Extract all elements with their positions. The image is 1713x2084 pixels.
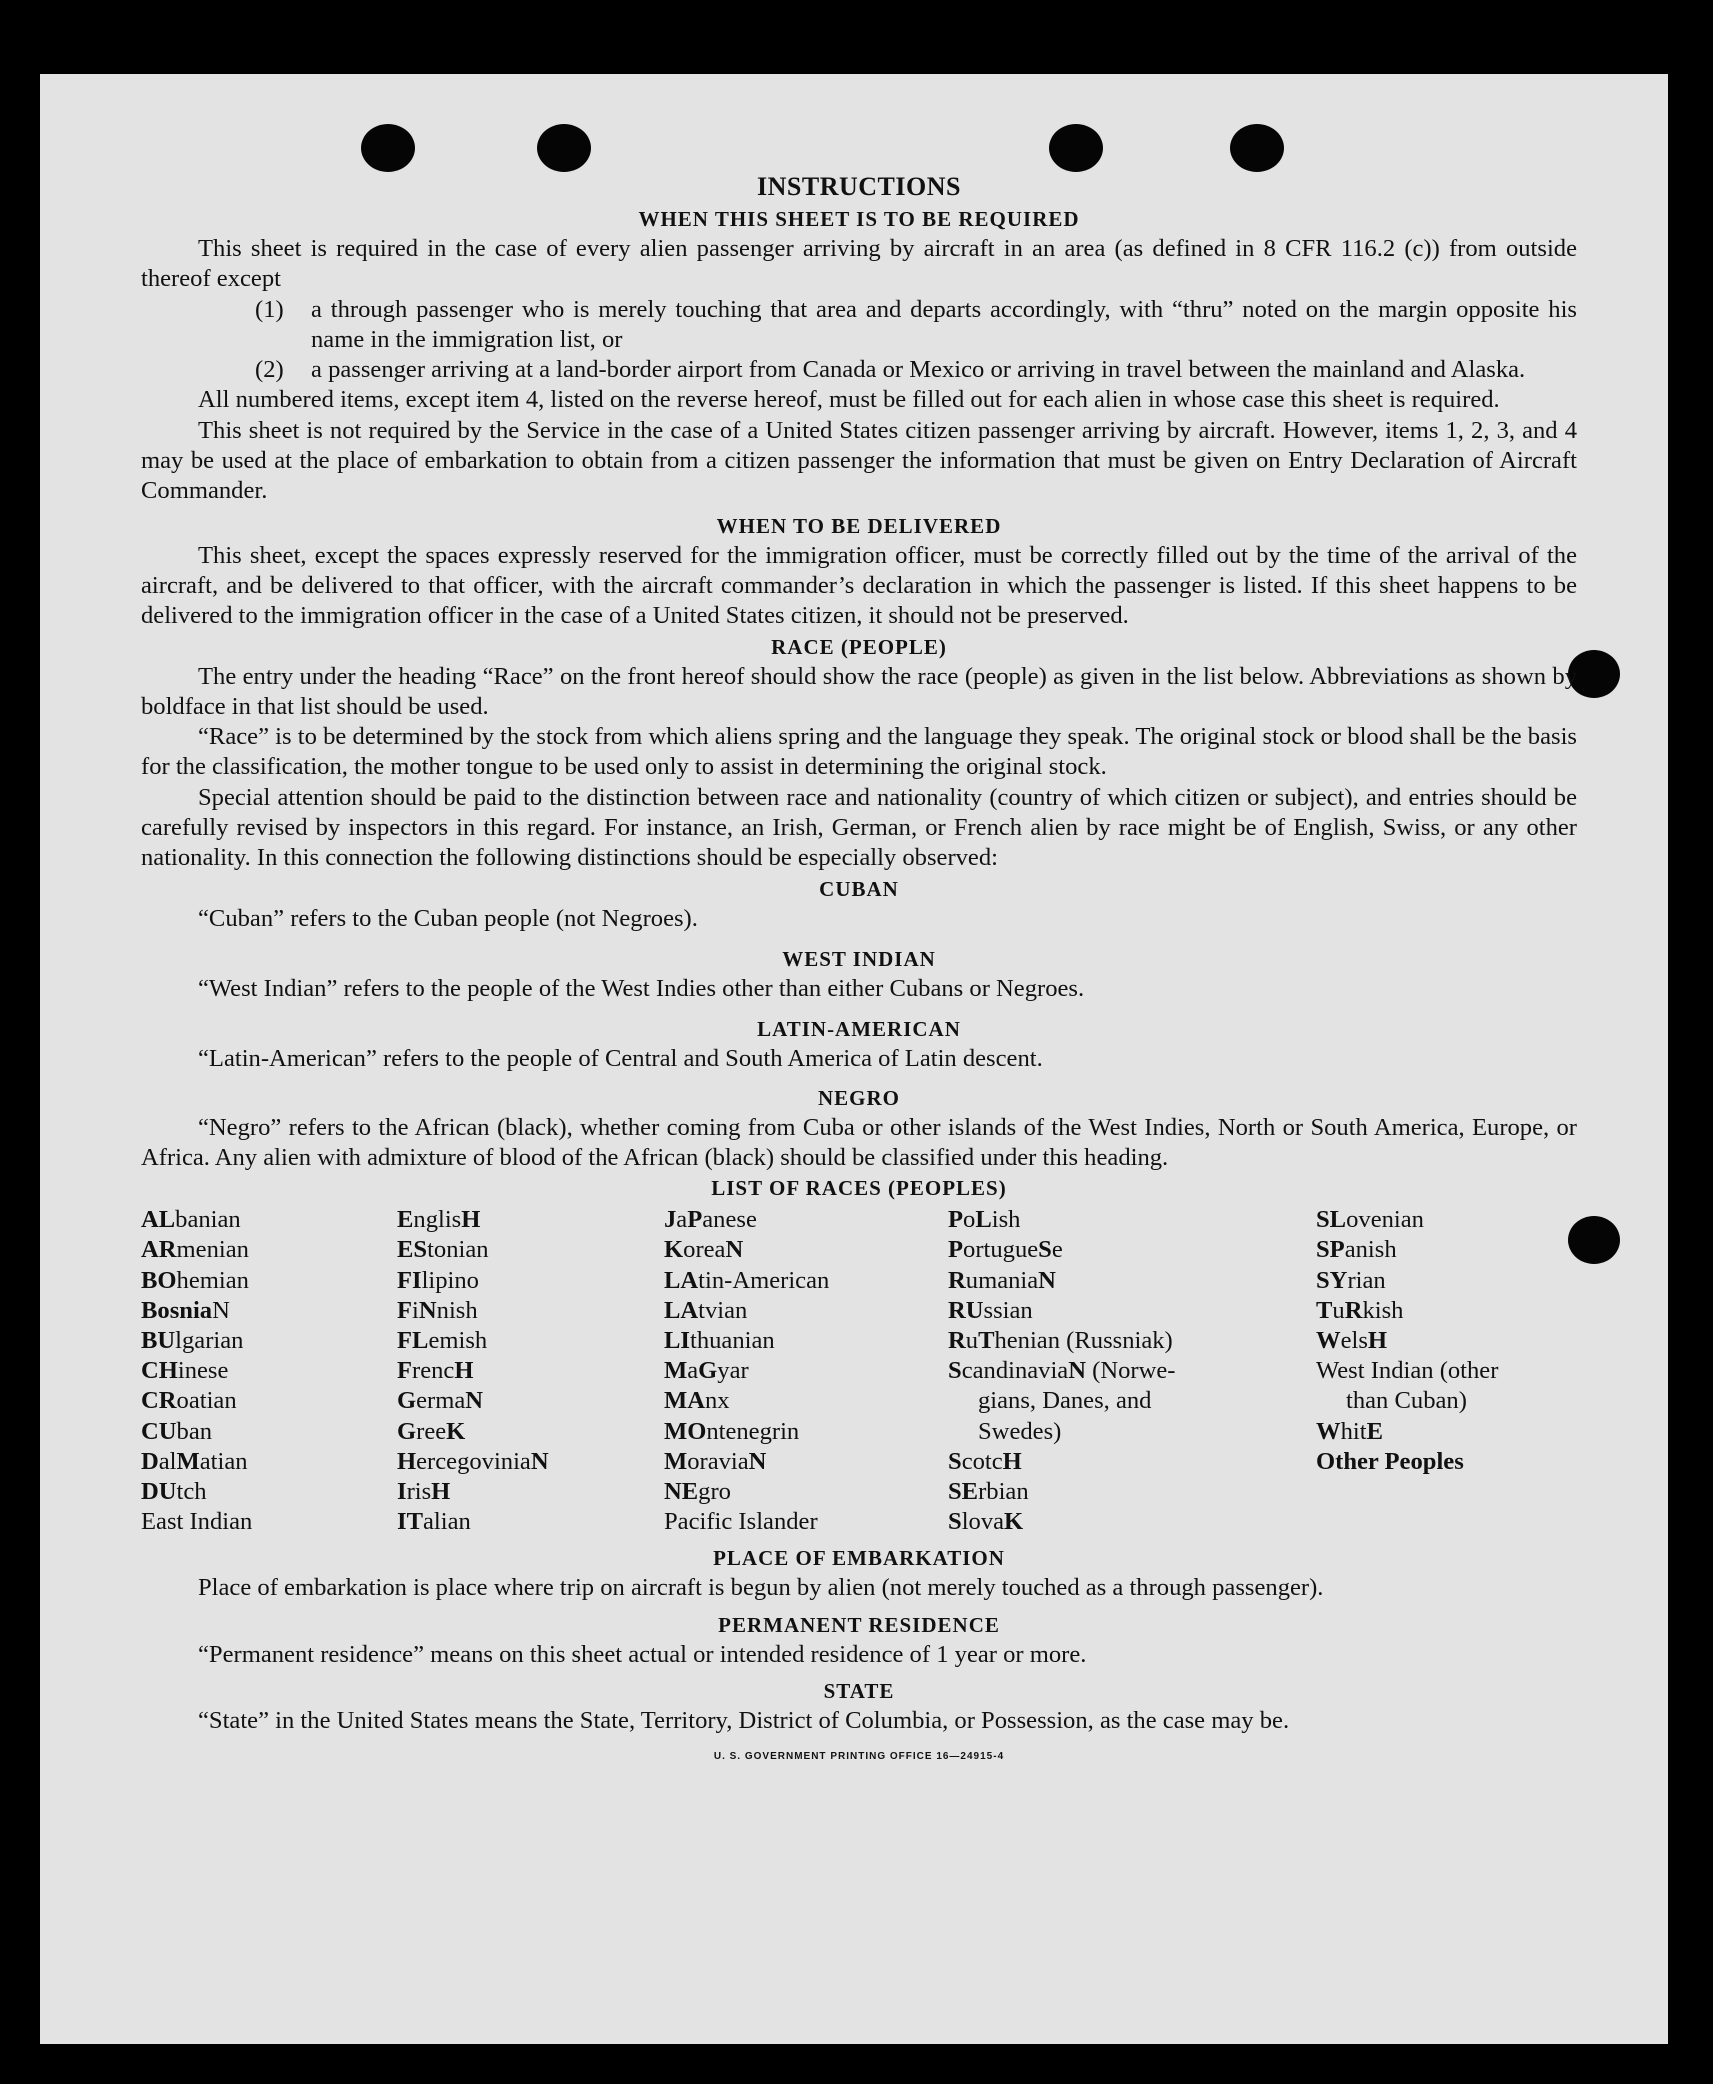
race-entry xyxy=(948,1507,1316,1537)
race-segment: emish xyxy=(428,1326,488,1354)
race-entry xyxy=(664,1266,948,1296)
punch-hole xyxy=(537,124,591,172)
page-title: INSTRUCTIONS xyxy=(757,172,961,201)
race-entry xyxy=(664,1417,948,1447)
race-segment: lova xyxy=(961,1508,1005,1536)
race-entry xyxy=(1316,1356,1576,1386)
race-entry xyxy=(397,1326,664,1356)
race-segment: orea xyxy=(683,1236,726,1264)
race-segment: N xyxy=(748,1447,767,1475)
race-segment: L xyxy=(975,1206,992,1234)
section-heading: PERMANENT RESIDENCE xyxy=(718,1612,1000,1637)
race-segment: tonian xyxy=(427,1236,489,1264)
race-segment: ssian xyxy=(983,1296,1033,1324)
race-segment: K xyxy=(664,1236,684,1264)
race-segment: E xyxy=(397,1206,414,1234)
race-segment: FL xyxy=(397,1326,429,1354)
race-segment: F xyxy=(397,1296,413,1324)
section-heading: WEST INDIAN xyxy=(782,946,936,971)
race-entry xyxy=(948,1417,1316,1447)
race-segment: a xyxy=(676,1206,688,1234)
race-segment: SL xyxy=(1316,1206,1347,1234)
race-segment: ban xyxy=(176,1417,213,1445)
race-segment: anish xyxy=(1344,1236,1397,1264)
race-segment: T xyxy=(978,1326,995,1354)
race-entry xyxy=(664,1235,948,1265)
race-segment: E xyxy=(1366,1417,1383,1445)
race-segment: G xyxy=(397,1387,417,1415)
race-segment: gro xyxy=(698,1477,731,1505)
item-number: (1) xyxy=(255,295,284,323)
races-column xyxy=(397,1205,664,1537)
race-segment: nglis xyxy=(413,1206,462,1234)
race-segment: N xyxy=(530,1447,549,1475)
race-segment: than Cuban) xyxy=(1346,1387,1467,1415)
race-segment: lipino xyxy=(421,1266,479,1294)
race-segment: ovenian xyxy=(1346,1206,1424,1234)
race-segment: H xyxy=(1367,1326,1388,1354)
punch-hole xyxy=(1230,124,1284,172)
race-segment: kish xyxy=(1362,1296,1404,1324)
section-heading: PLACE OF EMBARKATION xyxy=(713,1546,1005,1571)
race-segment: yar xyxy=(717,1357,749,1385)
race-entry xyxy=(1316,1296,1576,1326)
race-segment: menian xyxy=(176,1236,249,1264)
list-item xyxy=(255,295,1577,356)
section-heading: WHEN TO BE DELIVERED xyxy=(716,513,1002,538)
race-segment: erma xyxy=(416,1387,466,1415)
race-entry xyxy=(664,1326,948,1356)
race-entry xyxy=(664,1386,948,1416)
paragraph: This sheet is not required by the Service in the case of a United States citizen passenger arriving by aircraft. However, items 1, 2, 3, and 4 may be used at the place of embarkation to obtain from a citizen passenger the information that must be given on Entry Declaration of Aircraft Commander. xyxy=(141,416,1577,505)
race-entry xyxy=(141,1205,397,1235)
race-segment: tin-American xyxy=(698,1266,830,1294)
race-segment: D xyxy=(141,1447,159,1475)
race-entry xyxy=(948,1235,1316,1265)
race-segment: LA xyxy=(664,1296,699,1324)
race-segment: S xyxy=(1038,1236,1052,1264)
race-entry xyxy=(141,1266,397,1296)
race-entry xyxy=(141,1386,397,1416)
race-segment: FI xyxy=(397,1266,422,1294)
section-heading: LATIN-AMERICAN xyxy=(757,1017,961,1042)
race-entry xyxy=(397,1235,664,1265)
race-segment: gians, Danes, and xyxy=(978,1387,1152,1415)
race-segment: henian (Russniak) xyxy=(994,1326,1173,1354)
race-entry xyxy=(1316,1235,1576,1265)
race-segment: H xyxy=(1002,1447,1022,1475)
race-segment: H xyxy=(397,1447,417,1475)
race-segment: H xyxy=(461,1206,481,1234)
race-segment: nx xyxy=(704,1387,730,1415)
race-entry xyxy=(397,1356,664,1386)
race-segment: R xyxy=(1344,1296,1363,1324)
race-segment: N xyxy=(1038,1266,1056,1294)
race-entry xyxy=(141,1356,397,1386)
race-segment: ntenegrin xyxy=(706,1417,800,1445)
race-segment: RU xyxy=(948,1296,984,1324)
race-entry xyxy=(1316,1447,1576,1477)
race-segment: P xyxy=(948,1236,964,1264)
race-segment: ES xyxy=(397,1236,428,1264)
races-column xyxy=(141,1205,397,1537)
race-entry xyxy=(397,1507,664,1537)
race-segment: BU xyxy=(141,1326,176,1354)
paragraph: This sheet, except the spaces expressly reserved for the immigration officer, must be correctly filled out by the time of the arrival of the aircraft, and be delivered to that officer, with the aircraft commander’s declaration in which the passenger is listed. If this sheet happens to be delivered to the immigration officer in the case of a United States citizen, it should not be preserved. xyxy=(141,541,1577,630)
race-segment: M xyxy=(176,1447,200,1475)
section-heading: CUBAN xyxy=(819,876,899,901)
races-table xyxy=(141,1205,1577,1537)
race-segment: thuanian xyxy=(689,1326,775,1354)
item-number: (2) xyxy=(255,356,284,384)
race-entry xyxy=(397,1477,664,1507)
race-entry xyxy=(141,1507,397,1537)
race-segment: candinavia xyxy=(961,1357,1069,1385)
race-segment: F xyxy=(397,1357,413,1385)
race-entry xyxy=(664,1507,948,1537)
race-entry xyxy=(948,1266,1316,1296)
race-segment: R xyxy=(948,1266,966,1294)
list-item xyxy=(255,355,1577,385)
race-segment: ish xyxy=(991,1206,1021,1234)
race-segment: N xyxy=(212,1296,230,1324)
paragraph: “Negro” refers to the African (black), whether coming from Cuba or other islands of the West Indies, North or South America, Europe, or Africa. Any alien with admixture of blood of the African (black) should be classified under this heading. xyxy=(141,1113,1577,1171)
race-entry xyxy=(948,1326,1316,1356)
race-segment: AR xyxy=(141,1236,177,1264)
section-heading: RACE (PEOPLE) xyxy=(771,634,947,659)
race-entry xyxy=(948,1477,1316,1507)
race-entry xyxy=(664,1205,948,1235)
race-segment: DU xyxy=(141,1477,177,1505)
race-segment: N xyxy=(465,1387,484,1415)
race-entry xyxy=(397,1417,664,1447)
race-entry xyxy=(397,1266,664,1296)
paragraph: “West Indian” refers to the people of the West Indies other than either Cubans or Negroes. xyxy=(198,974,1085,1002)
paragraph: “Latin-American” refers to the people of Central and South America of Latin descent. xyxy=(198,1045,1043,1073)
race-entry xyxy=(664,1356,948,1386)
race-segment: rbian xyxy=(978,1477,1029,1505)
race-segment: SP xyxy=(1316,1236,1345,1264)
race-segment: banian xyxy=(175,1206,241,1234)
race-entry xyxy=(948,1205,1316,1235)
race-segment: tvian xyxy=(698,1296,748,1324)
punch-hole xyxy=(1049,124,1103,172)
race-entry xyxy=(141,1417,397,1447)
race-segment: a xyxy=(687,1357,699,1385)
race-segment: P xyxy=(948,1206,964,1234)
race-entry xyxy=(664,1447,948,1477)
race-segment: W xyxy=(1316,1326,1341,1354)
race-segment: Bosnia xyxy=(141,1296,213,1324)
race-segment: hemian xyxy=(176,1266,249,1294)
paragraph: All numbered items, except item 4, listed on the reverse hereof, must be filled out for each alien in whose case this sheet is required. xyxy=(198,386,1500,414)
race-segment: CR xyxy=(141,1387,177,1415)
race-entry xyxy=(948,1447,1316,1477)
race-segment: N xyxy=(725,1236,744,1264)
race-segment: ris xyxy=(406,1477,432,1505)
race-segment: rian xyxy=(1347,1266,1386,1294)
race-segment: o xyxy=(963,1206,976,1234)
race-entry xyxy=(1316,1266,1576,1296)
race-segment: ortugue xyxy=(963,1236,1039,1264)
race-segment: West Indian (other xyxy=(1316,1357,1499,1385)
section-heading: STATE xyxy=(823,1678,895,1703)
race-entry xyxy=(1316,1417,1576,1447)
race-segment: H xyxy=(431,1477,451,1505)
race-segment: oravia xyxy=(687,1447,749,1475)
race-entry xyxy=(948,1386,1316,1416)
paragraph: This sheet is required in the case of every alien passenger arriving by aircraft in an area (as defined in 8 CFR 116.2 (c)) from outside thereof except xyxy=(141,235,1577,293)
race-segment: CH xyxy=(141,1357,178,1385)
race-segment: M xyxy=(664,1447,688,1475)
race-segment: T xyxy=(1316,1296,1333,1324)
race-segment: els xyxy=(1340,1326,1368,1354)
race-segment: Pacific Islander xyxy=(664,1508,818,1536)
race-segment: G xyxy=(698,1357,718,1385)
race-entry xyxy=(141,1477,397,1507)
race-segment: R xyxy=(948,1326,966,1354)
race-entry xyxy=(141,1296,397,1326)
section-heading: WHEN THIS SHEET IS TO BE REQUIRED xyxy=(638,207,1080,231)
race-segment: J xyxy=(664,1206,677,1234)
race-segment: IT xyxy=(397,1508,423,1536)
race-segment: ercegovinia xyxy=(416,1447,531,1475)
race-segment: S xyxy=(948,1357,962,1385)
race-segment: MA xyxy=(664,1387,705,1415)
race-segment: AL xyxy=(141,1206,176,1234)
race-segment: NE xyxy=(664,1477,699,1505)
race-segment: umania xyxy=(965,1266,1039,1294)
race-segment: S xyxy=(948,1508,962,1536)
race-entry xyxy=(397,1296,664,1326)
instructions-content xyxy=(141,170,1577,1773)
section-heading: LIST OF RACES (PEOPLES) xyxy=(711,1176,1007,1201)
section-heading: NEGRO xyxy=(817,1085,900,1110)
race-segment: lgarian xyxy=(175,1326,244,1354)
race-segment: K xyxy=(446,1417,466,1445)
race-segment: u xyxy=(1332,1296,1345,1324)
race-segment: anese xyxy=(702,1206,757,1234)
race-segment: N xyxy=(418,1296,437,1324)
race-segment: ree xyxy=(416,1417,447,1445)
race-segment: tch xyxy=(176,1477,207,1505)
punch-hole xyxy=(361,124,415,172)
race-segment: e xyxy=(1051,1236,1063,1264)
race-segment: SY xyxy=(1316,1266,1348,1294)
race-entry xyxy=(141,1235,397,1265)
race-segment: i xyxy=(412,1296,419,1324)
paragraph: “Cuban” refers to the Cuban people (not Negroes). xyxy=(198,904,698,932)
race-segment: MO xyxy=(664,1417,707,1445)
printing-office-footer: U. S. GOVERNMENT PRINTING OFFICE 16—24915-4 xyxy=(713,1751,1005,1763)
race-entry xyxy=(664,1296,948,1326)
race-segment: M xyxy=(664,1357,688,1385)
race-segment: CU xyxy=(141,1417,177,1445)
race-segment: G xyxy=(397,1417,417,1445)
races-column xyxy=(664,1205,948,1537)
race-entry xyxy=(948,1356,1316,1386)
race-entry xyxy=(664,1477,948,1507)
race-segment: SE xyxy=(948,1477,979,1505)
race-segment: W xyxy=(1316,1417,1341,1445)
race-segment: inese xyxy=(177,1357,229,1385)
race-segment: East Indian xyxy=(141,1508,253,1536)
race-segment: oatian xyxy=(176,1387,237,1415)
race-segment: S xyxy=(948,1447,962,1475)
race-segment: u xyxy=(965,1326,979,1354)
item-text: a passenger arriving at a land-border airport from Canada or Mexico or arriving in travel between the mainland and Alaska. xyxy=(311,356,1526,384)
races-column xyxy=(948,1205,1316,1537)
race-entry xyxy=(1316,1205,1576,1235)
race-segment: nish xyxy=(436,1296,478,1324)
race-segment: H xyxy=(454,1357,474,1385)
race-segment: hit xyxy=(1340,1417,1367,1445)
race-entry xyxy=(397,1447,664,1477)
races-column xyxy=(1316,1205,1576,1537)
race-segment: LA xyxy=(664,1266,699,1294)
race-entry xyxy=(397,1386,664,1416)
paragraph: Place of embarkation is place where trip on aircraft is begun by alien (not merely touched as a through passenger). xyxy=(198,1574,1324,1602)
race-segment: atian xyxy=(199,1447,248,1475)
race-entry xyxy=(141,1326,397,1356)
race-entry xyxy=(141,1447,397,1477)
item-text: a through passenger who is merely touching that area and departs accordingly, with “thru” noted on the margin opposite his name in the immigration list, or xyxy=(311,295,1577,353)
race-segment: K xyxy=(1004,1508,1024,1536)
race-segment: Other Peoples xyxy=(1316,1447,1464,1475)
race-segment: P xyxy=(687,1206,703,1234)
race-segment: renc xyxy=(412,1357,455,1385)
race-segment: cotc xyxy=(961,1447,1003,1475)
race-segment: Swedes) xyxy=(978,1417,1062,1445)
race-segment: alian xyxy=(422,1508,471,1536)
paragraph: “Permanent residence” means on this sheet actual or intended residence of 1 year or more. xyxy=(198,1640,1087,1668)
race-entry xyxy=(1316,1326,1576,1356)
race-segment: al xyxy=(158,1447,177,1475)
race-entry xyxy=(397,1205,664,1235)
paragraph: “State” in the United States means the State, Territory, District of Columbia, or Possession, as the case may be. xyxy=(198,1706,1290,1734)
race-segment: I xyxy=(397,1477,407,1505)
paragraph: “Race” is to be determined by the stock from which aliens spring and the language they speak. The original stock or blood shall be the basis for the classification, the mother tongue to be used only to assist in determining the original stock. xyxy=(141,723,1577,781)
paragraph: The entry under the heading “Race” on the front hereof should show the race (people) as given in the list below. Abbreviations as shown by boldface in that list should be used. xyxy=(141,662,1577,720)
race-entry xyxy=(948,1296,1316,1326)
paragraph: Special attention should be paid to the distinction between race and nationality (country of which citizen or subject), and entries should be carefully revised by inspectors in this regard. For instance, an Irish, German, or French alien by race might be of English, Swiss, or any other nationality. In this connection the following distinctions should be especially observed: xyxy=(141,783,1577,872)
race-segment: BO xyxy=(141,1266,177,1294)
race-entry xyxy=(1316,1386,1576,1416)
race-segment: LI xyxy=(664,1326,690,1354)
race-segment: N xyxy=(1068,1357,1086,1385)
race-segment: (Norwe- xyxy=(1085,1357,1176,1385)
